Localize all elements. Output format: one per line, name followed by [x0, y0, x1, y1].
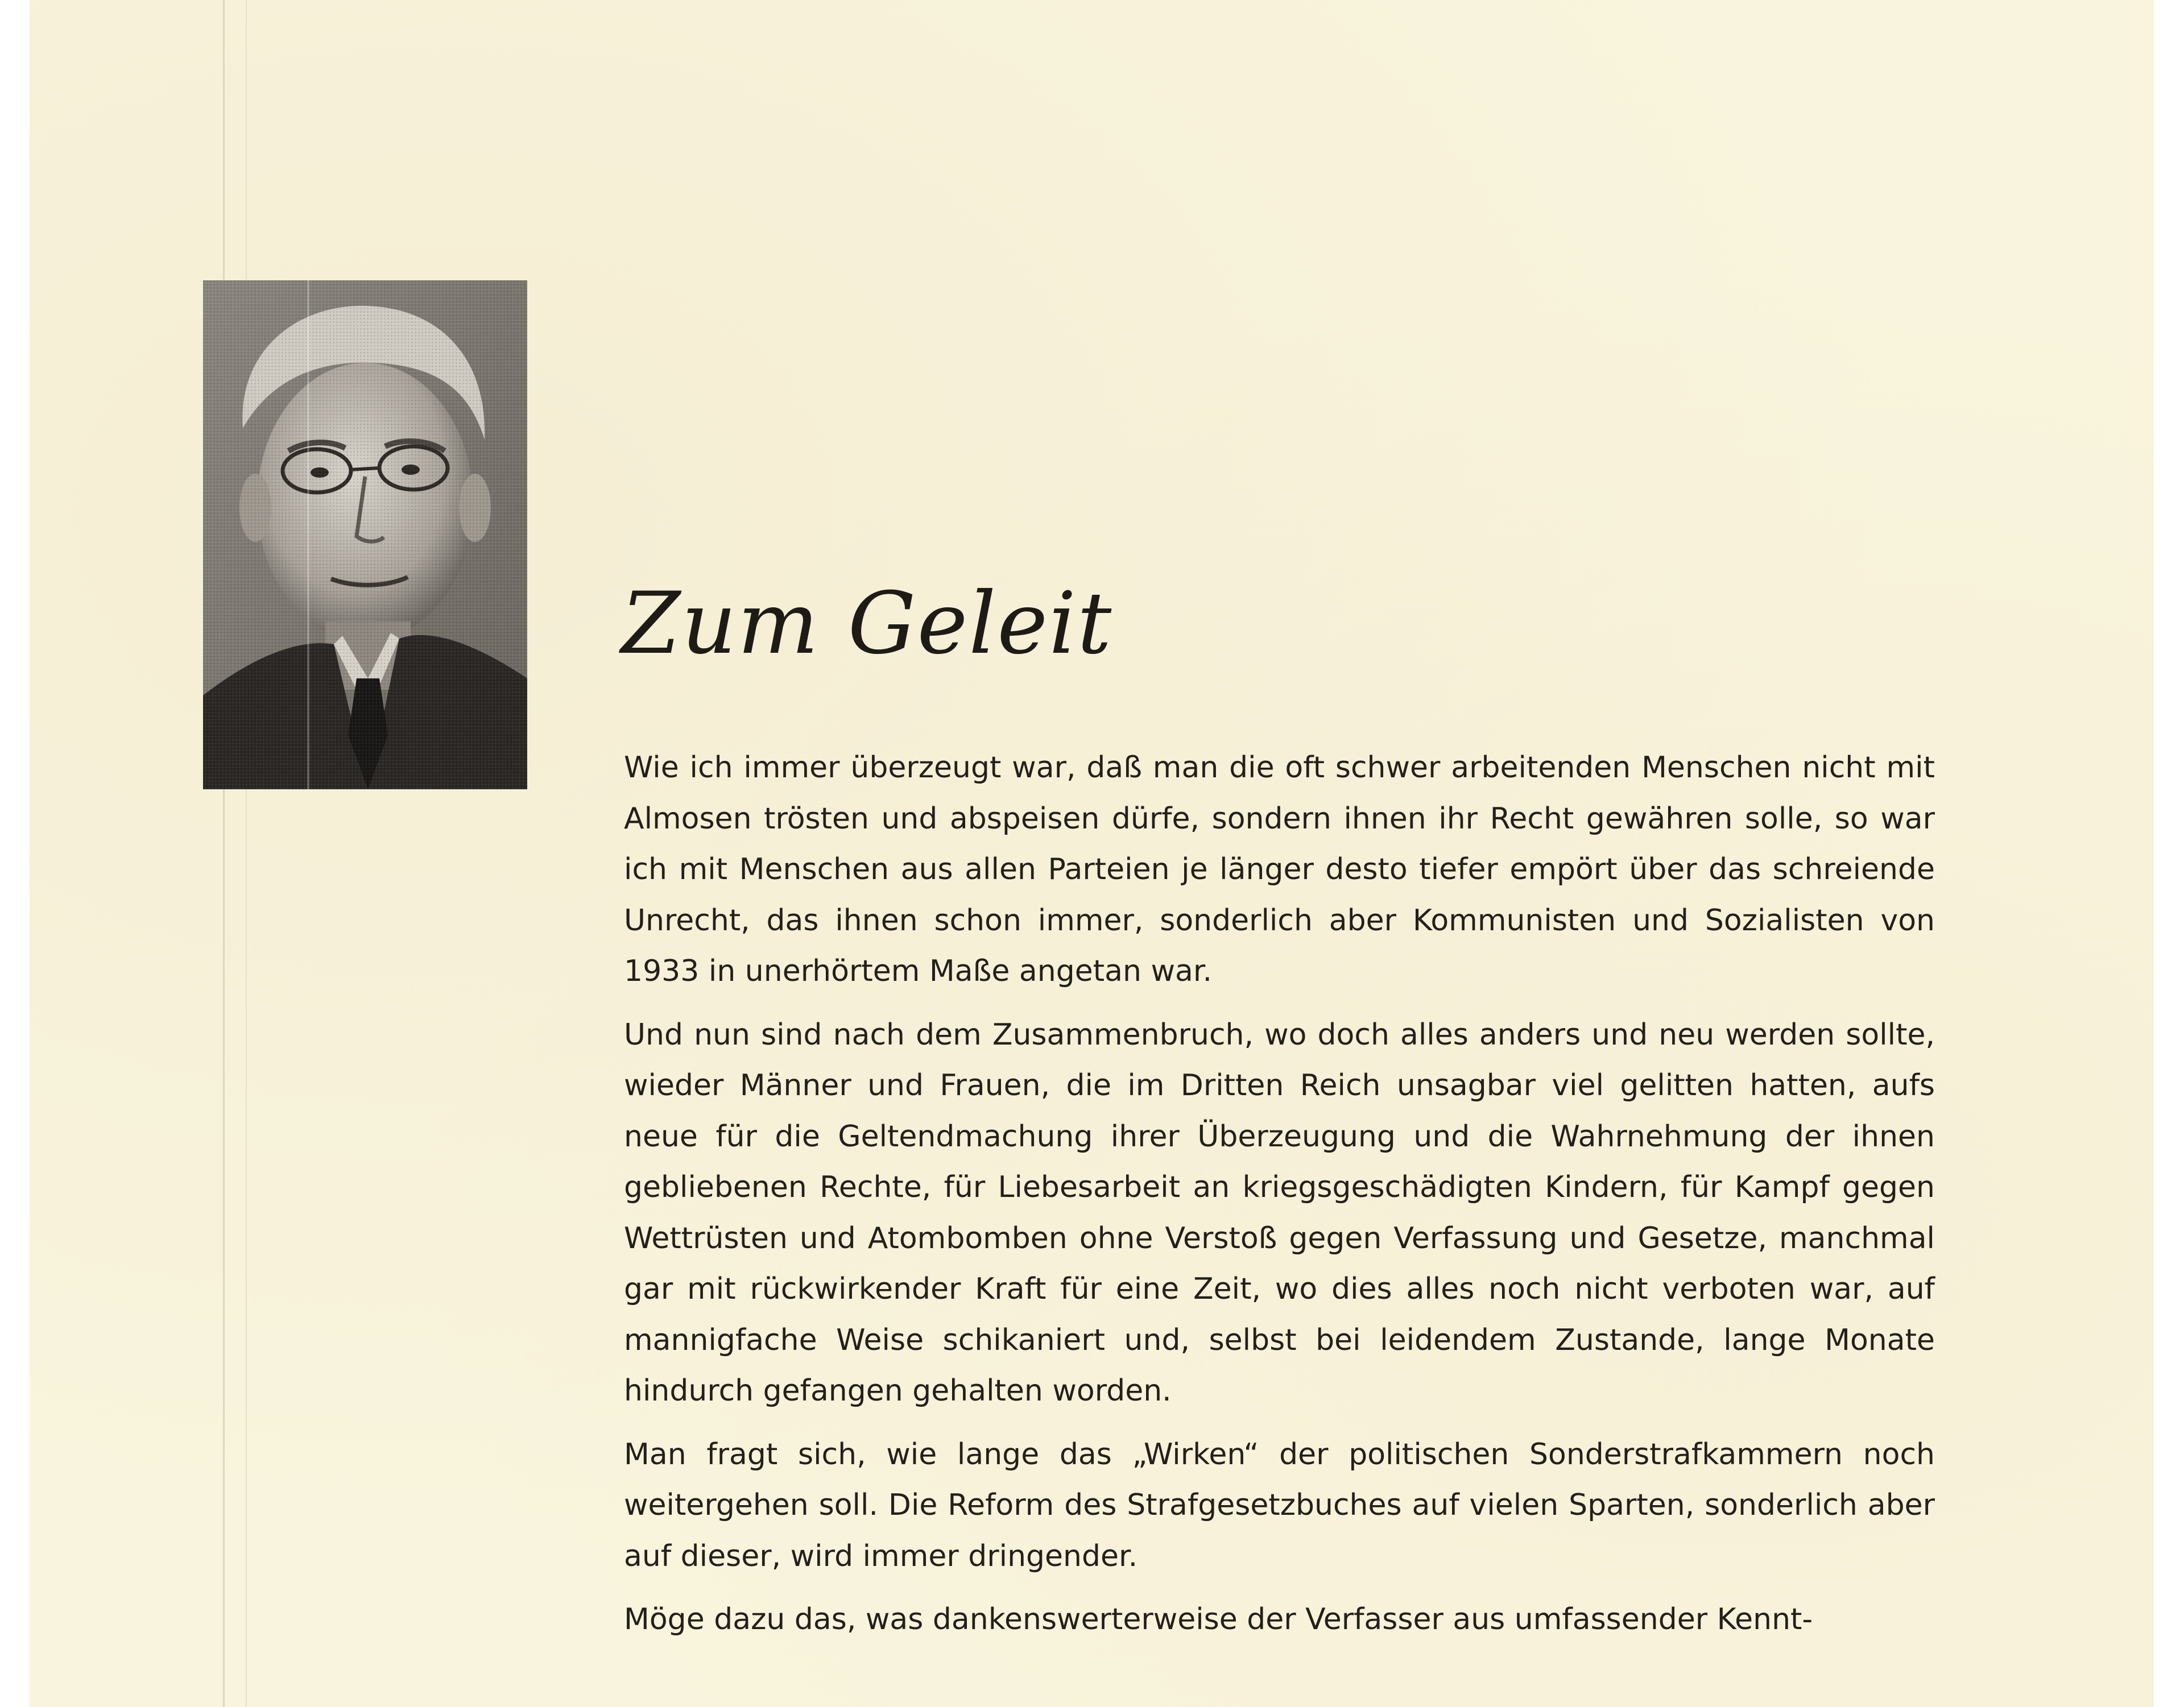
page-title: Zum Geleit	[621, 574, 1113, 673]
paragraph: Wie ich immer überzeugt war, daß man die oft schwer arbeitenden Menschen nicht mit Almosen trösten und abspeisen dürfe, sondern ihnen ihr Recht gewähren solle, so war ich mit Menschen aus allen Parteien je länger desto tiefer empört über das schreiende Unrecht, das ihnen schon immer, sonderlich aber Kommunisten und Sozialisten von 1933 in unerhörtem Maße angetan war.	[624, 751, 1935, 988]
page-sheet	[30, 0, 2154, 1707]
margin-rule-inner	[246, 0, 247, 1707]
body-text	[624, 743, 1935, 1646]
portrait-photo-icon	[203, 280, 527, 789]
paragraph: Möge dazu das, was dankenswerterweise der Verfasser aus umfassender Kennt-	[624, 1602, 1813, 1636]
margin-rule	[223, 0, 225, 1707]
paragraph: Man fragt sich, wie lange das „Wirken“ der politischen Sonderstrafkammern noch weitergehen soll. Die Reform des Strafgesetzbuches auf vielen Sparten, sonderlich aber auf dieser, wird immer dringender.	[624, 1437, 1935, 1573]
paragraph: Und nun sind nach dem Zusammenbruch, wo doch alles anders und neu werden sollte, wieder Männer und Frauen, die im Dritten Reich unsagbar viel gelitten hatten, aufs neue für die Geltendmachung ihrer Überzeugung und die Wahrnehmung der ihnen gebliebenen Rechte, für Liebesarbeit an kriegsgeschädigten Kindern, für Kampf gegen Wettrüsten und Atombomben ohne Verstoß gegen Verfassung und Gesetze, manchmal gar mit rückwirkender Kraft für eine Zeit, wo dies alles noch nicht verboten war, auf mannigfache Weise schikaniert und, selbst bei leidendem Zustande, lange Monate hindurch gefangen gehalten worden.	[624, 1017, 1935, 1408]
